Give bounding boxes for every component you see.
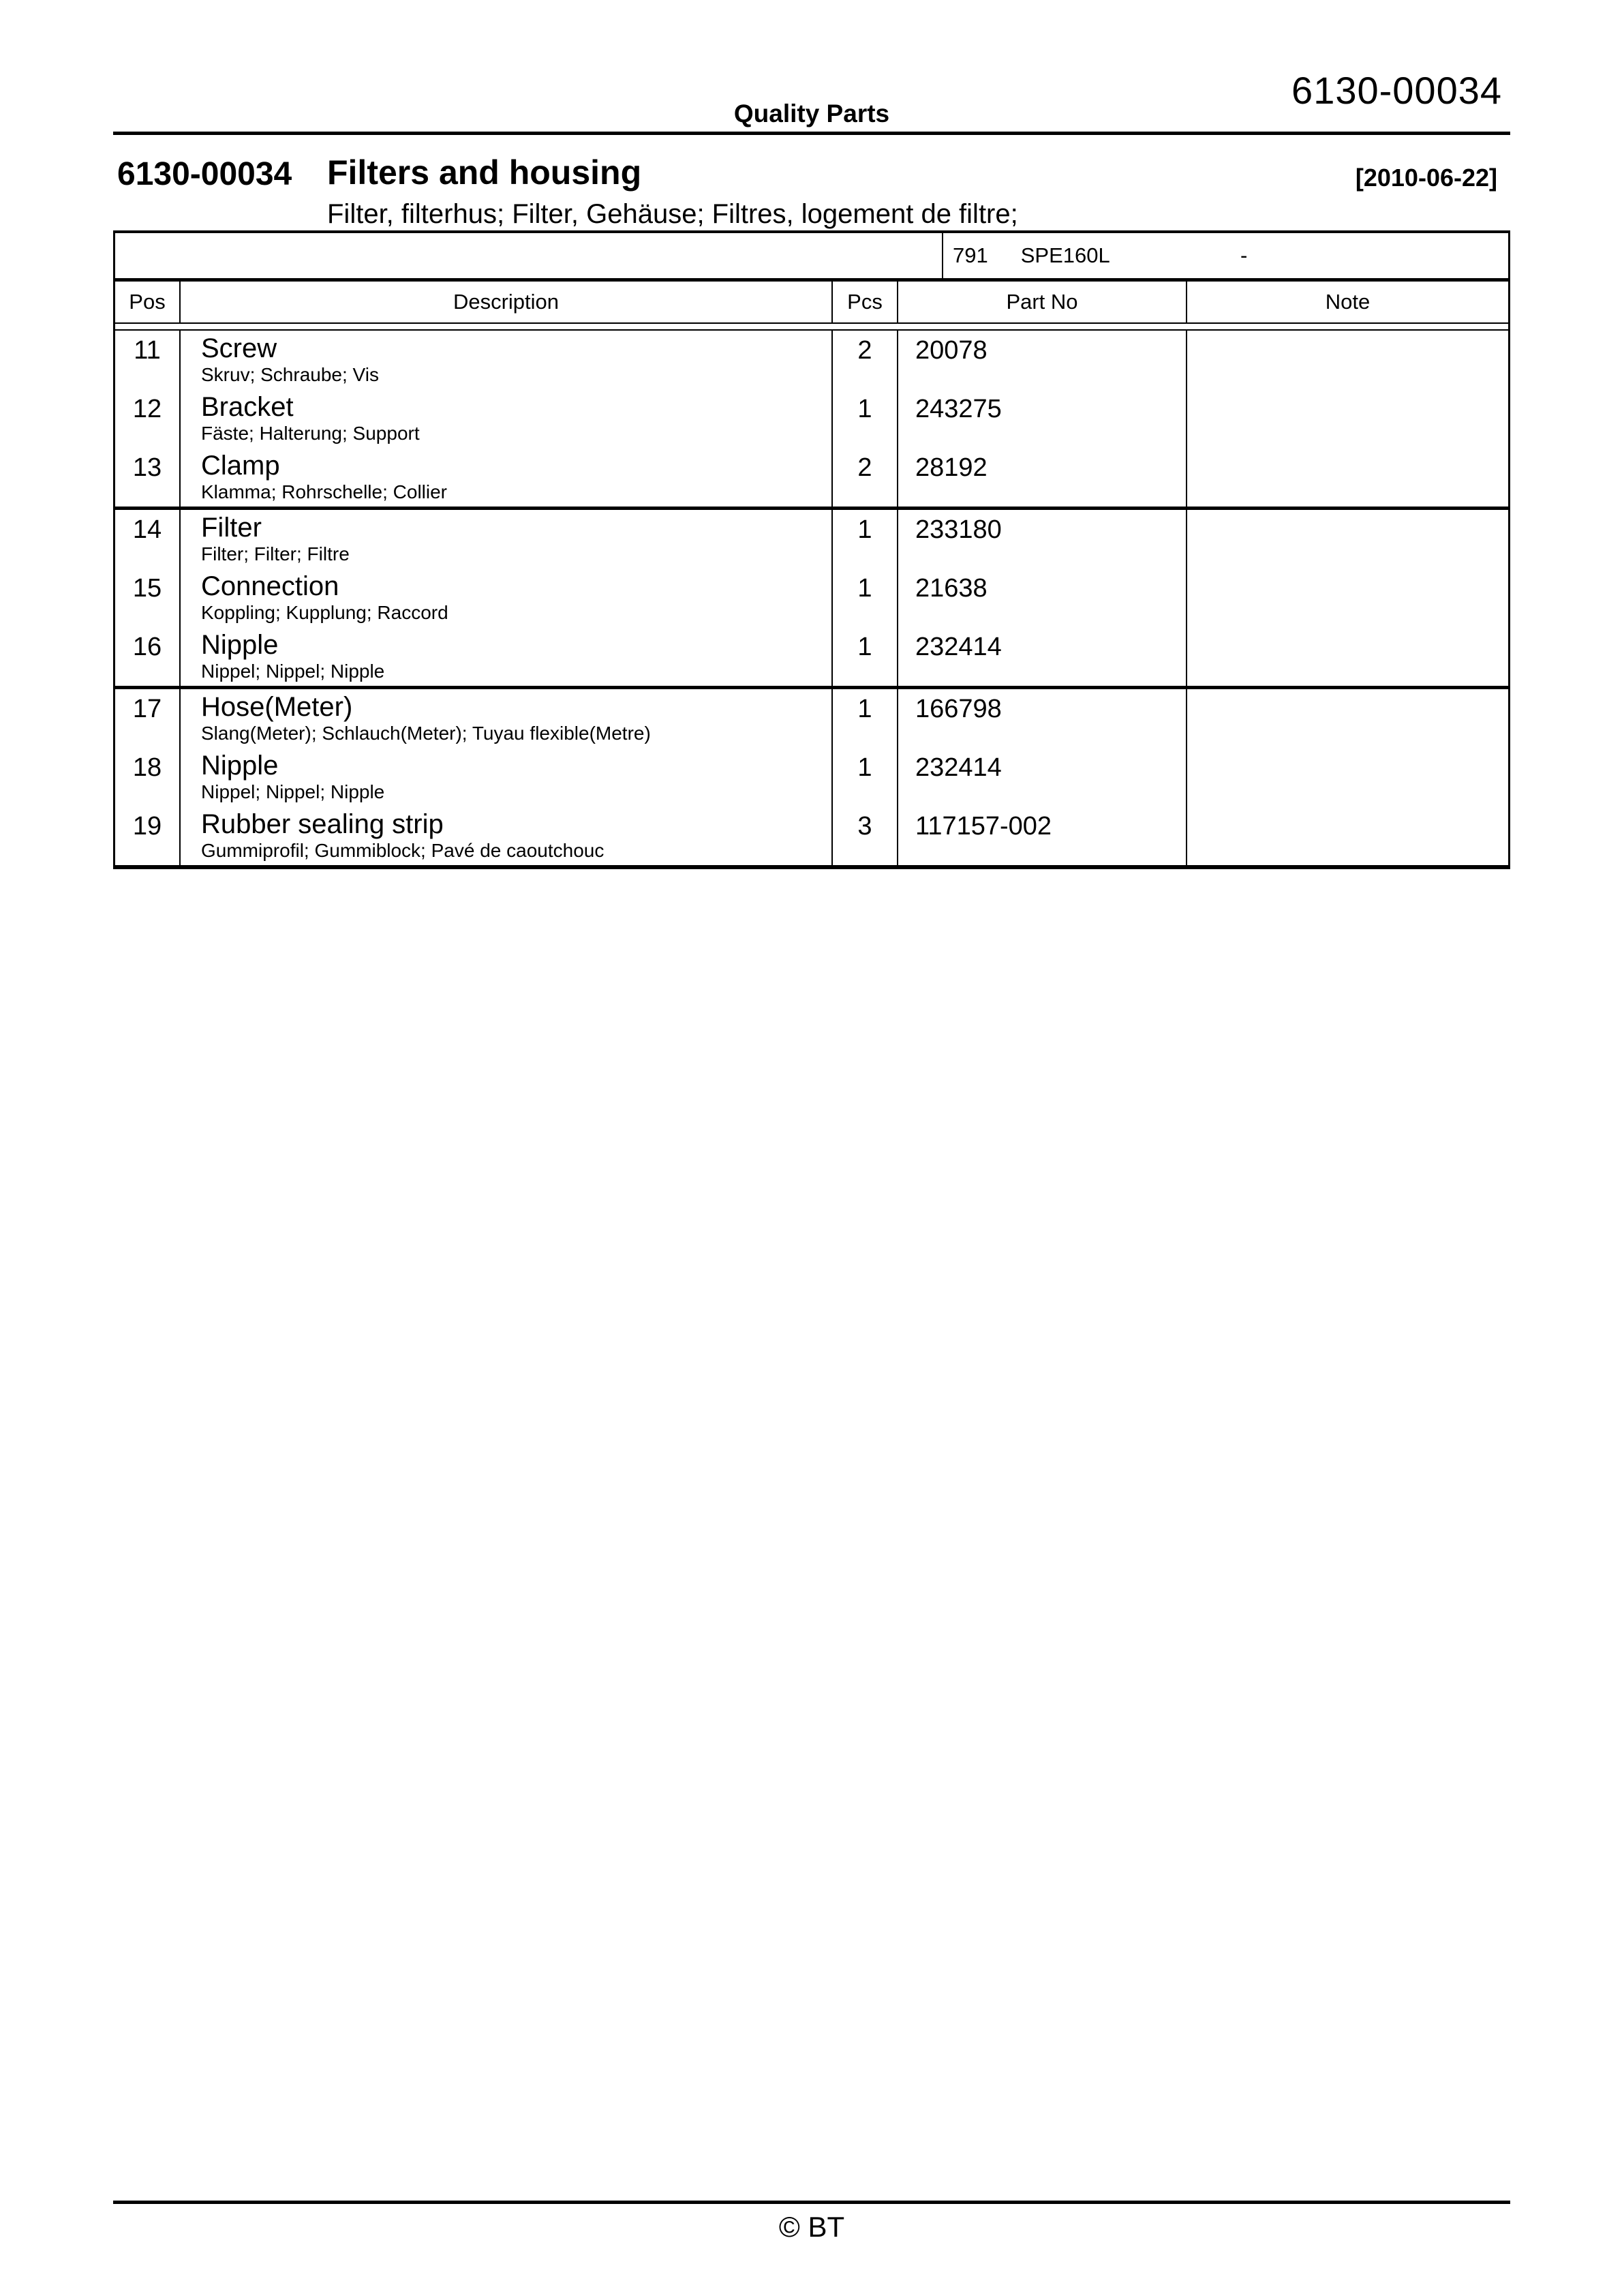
row-description	[181, 389, 833, 448]
row-description-main: Nipple	[201, 630, 279, 660]
row-description-main: Clamp	[201, 451, 280, 481]
row-pcs: 2	[833, 448, 898, 507]
row-description-main: Hose(Meter)	[201, 692, 353, 722]
row-note	[1187, 689, 1508, 748]
row-partno: 233180	[898, 510, 1187, 569]
row-pos: 16	[115, 627, 181, 686]
row-pcs: 3	[833, 806, 898, 865]
row-description-sub: Koppling; Kupplung; Raccord	[201, 602, 448, 623]
table-row	[115, 627, 1508, 686]
row-description-sub: Nippel; Nippel; Nipple	[201, 661, 385, 682]
row-note	[1187, 569, 1508, 627]
row-pcs: 1	[833, 569, 898, 627]
row-description	[181, 331, 833, 389]
row-pos: 19	[115, 806, 181, 865]
row-pos: 17	[115, 689, 181, 748]
row-group	[115, 510, 1508, 689]
row-pcs: 1	[833, 748, 898, 806]
row-pos: 15	[115, 569, 181, 627]
row-description-main: Bracket	[201, 392, 294, 422]
col-header-partno: Part No	[898, 282, 1187, 322]
row-partno: 21638	[898, 569, 1187, 627]
row-partno: 28192	[898, 448, 1187, 507]
row-note	[1187, 389, 1508, 448]
parts-table	[113, 230, 1510, 869]
row-description	[181, 689, 833, 748]
row-pos: 14	[115, 510, 181, 569]
row-description-sub: Skruv; Schraube; Vis	[201, 364, 379, 385]
header-rule	[113, 132, 1510, 135]
row-description-sub: Slang(Meter); Schlauch(Meter); Tuyau flexible(Metre)	[201, 723, 651, 744]
col-header-description: Description	[181, 282, 833, 322]
row-note	[1187, 510, 1508, 569]
page-title: Filters and housing	[327, 153, 642, 192]
table-row	[115, 748, 1508, 806]
model-info-empty-cell	[115, 233, 943, 278]
row-note	[1187, 448, 1508, 507]
row-pcs: 2	[833, 331, 898, 389]
model-info-box	[115, 233, 1508, 282]
table-row	[115, 689, 1508, 748]
col-header-pcs: Pcs	[833, 282, 898, 322]
row-partno: 166798	[898, 689, 1187, 748]
footer-rule	[113, 2201, 1510, 2204]
row-pos: 12	[115, 389, 181, 448]
row-description	[181, 627, 833, 686]
row-group	[115, 331, 1508, 510]
row-pcs: 1	[833, 627, 898, 686]
row-note	[1187, 627, 1508, 686]
row-description-main: Rubber sealing strip	[201, 809, 444, 839]
model-code: 791	[953, 243, 988, 267]
table-body	[115, 331, 1508, 865]
table-row	[115, 448, 1508, 507]
row-description-main: Screw	[201, 333, 277, 363]
row-description	[181, 569, 833, 627]
row-note	[1187, 748, 1508, 806]
brand-title: Quality Parts	[733, 100, 890, 127]
row-partno: 20078	[898, 331, 1187, 389]
row-note	[1187, 331, 1508, 389]
column-header-row	[115, 282, 1508, 324]
model-name: SPE160L	[1020, 243, 1110, 267]
row-partno: 232414	[898, 748, 1187, 806]
row-description	[181, 806, 833, 865]
row-pcs: 1	[833, 689, 898, 748]
table-row	[115, 389, 1508, 448]
model-info-cell	[943, 233, 1508, 278]
row-description-sub: Filter; Filter; Filtre	[201, 543, 350, 564]
row-partno: 243275	[898, 389, 1187, 448]
table-row	[115, 569, 1508, 627]
row-description-main: Connection	[201, 571, 339, 601]
row-pos: 13	[115, 448, 181, 507]
row-description	[181, 510, 833, 569]
model-dash: -	[1240, 243, 1248, 267]
row-description	[181, 748, 833, 806]
row-partno: 117157-002	[898, 806, 1187, 865]
page-subtitle: Filter, filterhus; Filter, Gehäuse; Filtres, logement de filtre;	[327, 199, 1018, 229]
row-description-sub: Klamma; Rohrschelle; Collier	[201, 481, 448, 502]
row-description	[181, 448, 833, 507]
col-header-pos: Pos	[115, 282, 181, 322]
table-row	[115, 806, 1508, 865]
row-pcs: 1	[833, 510, 898, 569]
row-description-main: Filter	[201, 513, 262, 543]
col-header-note: Note	[1325, 290, 1371, 314]
table-row	[115, 331, 1508, 389]
row-note	[1187, 806, 1508, 865]
row-description-sub: Nippel; Nippel; Nipple	[201, 781, 385, 802]
table-row	[115, 510, 1508, 569]
row-pcs: 1	[833, 389, 898, 448]
row-group	[115, 689, 1508, 865]
row-pos: 18	[115, 748, 181, 806]
row-pos: 11	[115, 331, 181, 389]
revision-date: [2010-06-22]	[1355, 164, 1497, 192]
header-double-rule	[115, 324, 1508, 331]
section-code: 6130-00034	[117, 156, 292, 192]
row-description-main: Nipple	[201, 751, 279, 781]
doc-number-header: 6130-00034	[1291, 69, 1502, 112]
row-description-sub: Fäste; Halterung; Support	[201, 423, 420, 444]
row-partno: 232414	[898, 627, 1187, 686]
footer-copyright: © BT	[778, 2211, 845, 2243]
row-description-sub: Gummiprofil; Gummiblock; Pavé de caoutchouc	[201, 840, 605, 861]
